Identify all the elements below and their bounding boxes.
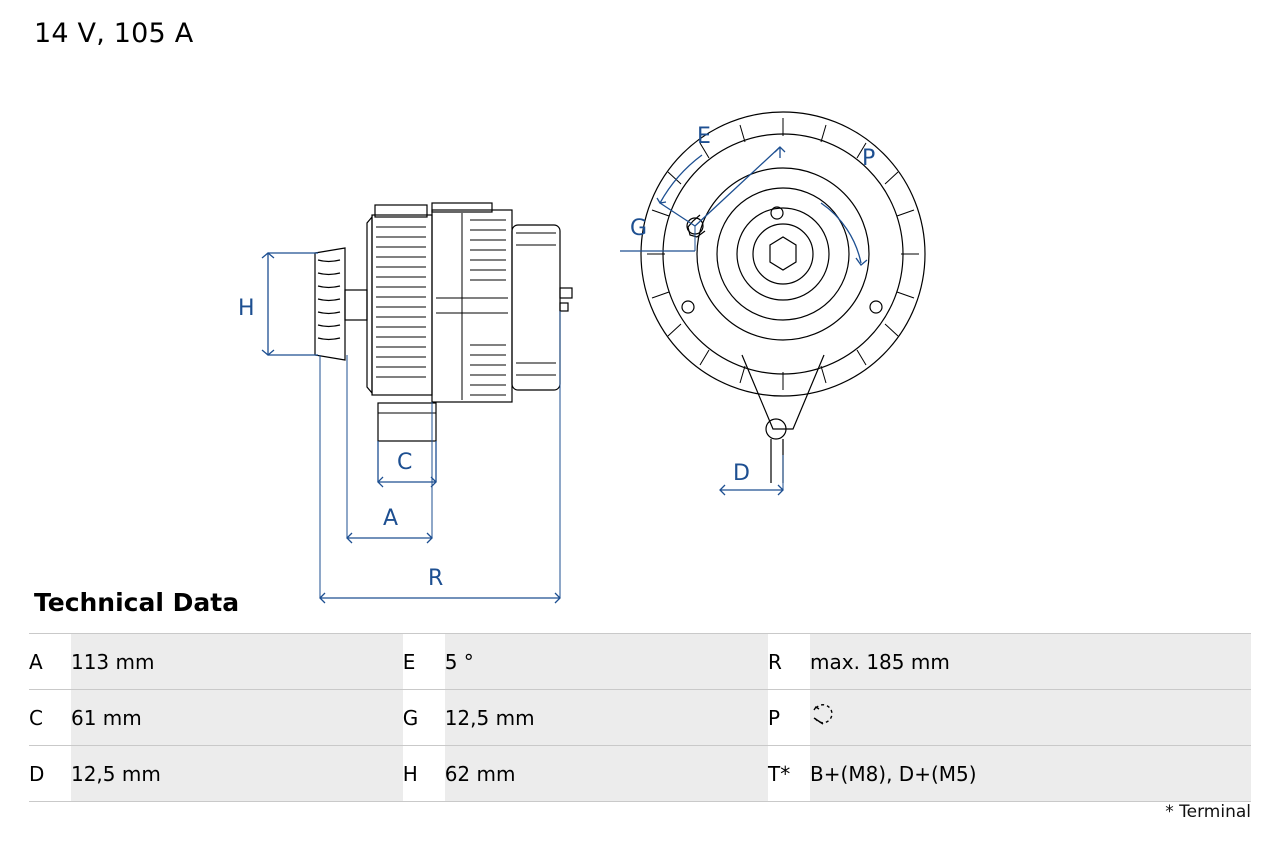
row-value-g: 12,5 mm bbox=[445, 690, 768, 746]
row-key-d: D bbox=[29, 746, 71, 802]
table-row bbox=[29, 746, 1251, 802]
dimension-labels-side bbox=[238, 296, 443, 591]
table-row bbox=[29, 690, 1251, 746]
table-row bbox=[29, 634, 1251, 690]
label-H: H bbox=[238, 296, 255, 321]
rotation-ccw-icon bbox=[810, 702, 840, 733]
row-key-e: E bbox=[403, 634, 445, 690]
row-value-a: 113 mm bbox=[71, 634, 403, 690]
label-P: P bbox=[862, 146, 876, 171]
row-key-h: H bbox=[403, 746, 445, 802]
label-R: R bbox=[428, 566, 444, 591]
row-value-e: 5 ° bbox=[445, 634, 768, 690]
row-value-t: B+(M8), D+(M5) bbox=[810, 746, 1251, 802]
row-key-t: T* bbox=[768, 746, 810, 802]
row-value-d: 12,5 mm bbox=[71, 746, 403, 802]
page-title: 14 V, 105 A bbox=[34, 18, 194, 49]
row-value-r: max. 185 mm bbox=[810, 634, 1251, 690]
front-view-alternator bbox=[641, 112, 925, 483]
row-key-r: R bbox=[768, 634, 810, 690]
label-C: C bbox=[397, 450, 413, 475]
row-key-p: P bbox=[768, 690, 810, 746]
terminal-footnote: * Terminal bbox=[1165, 802, 1251, 822]
row-value-p bbox=[810, 690, 1251, 746]
label-E: E bbox=[697, 124, 711, 149]
label-A: A bbox=[383, 506, 399, 531]
label-G: G bbox=[630, 216, 648, 241]
row-value-h: 62 mm bbox=[445, 746, 768, 802]
dimension-lines-front bbox=[620, 147, 867, 495]
row-key-g: G bbox=[403, 690, 445, 746]
technical-data-table bbox=[29, 633, 1251, 802]
dimension-labels-front bbox=[630, 124, 875, 486]
row-key-c: C bbox=[29, 690, 71, 746]
label-D: D bbox=[733, 461, 750, 486]
dimension-lines-side bbox=[262, 253, 560, 603]
row-value-c: 61 mm bbox=[71, 690, 403, 746]
side-view-alternator bbox=[315, 203, 572, 441]
alternator-technical-drawing bbox=[0, 55, 1280, 591]
technical-data-heading: Technical Data bbox=[34, 588, 240, 617]
row-key-a: A bbox=[29, 634, 71, 690]
